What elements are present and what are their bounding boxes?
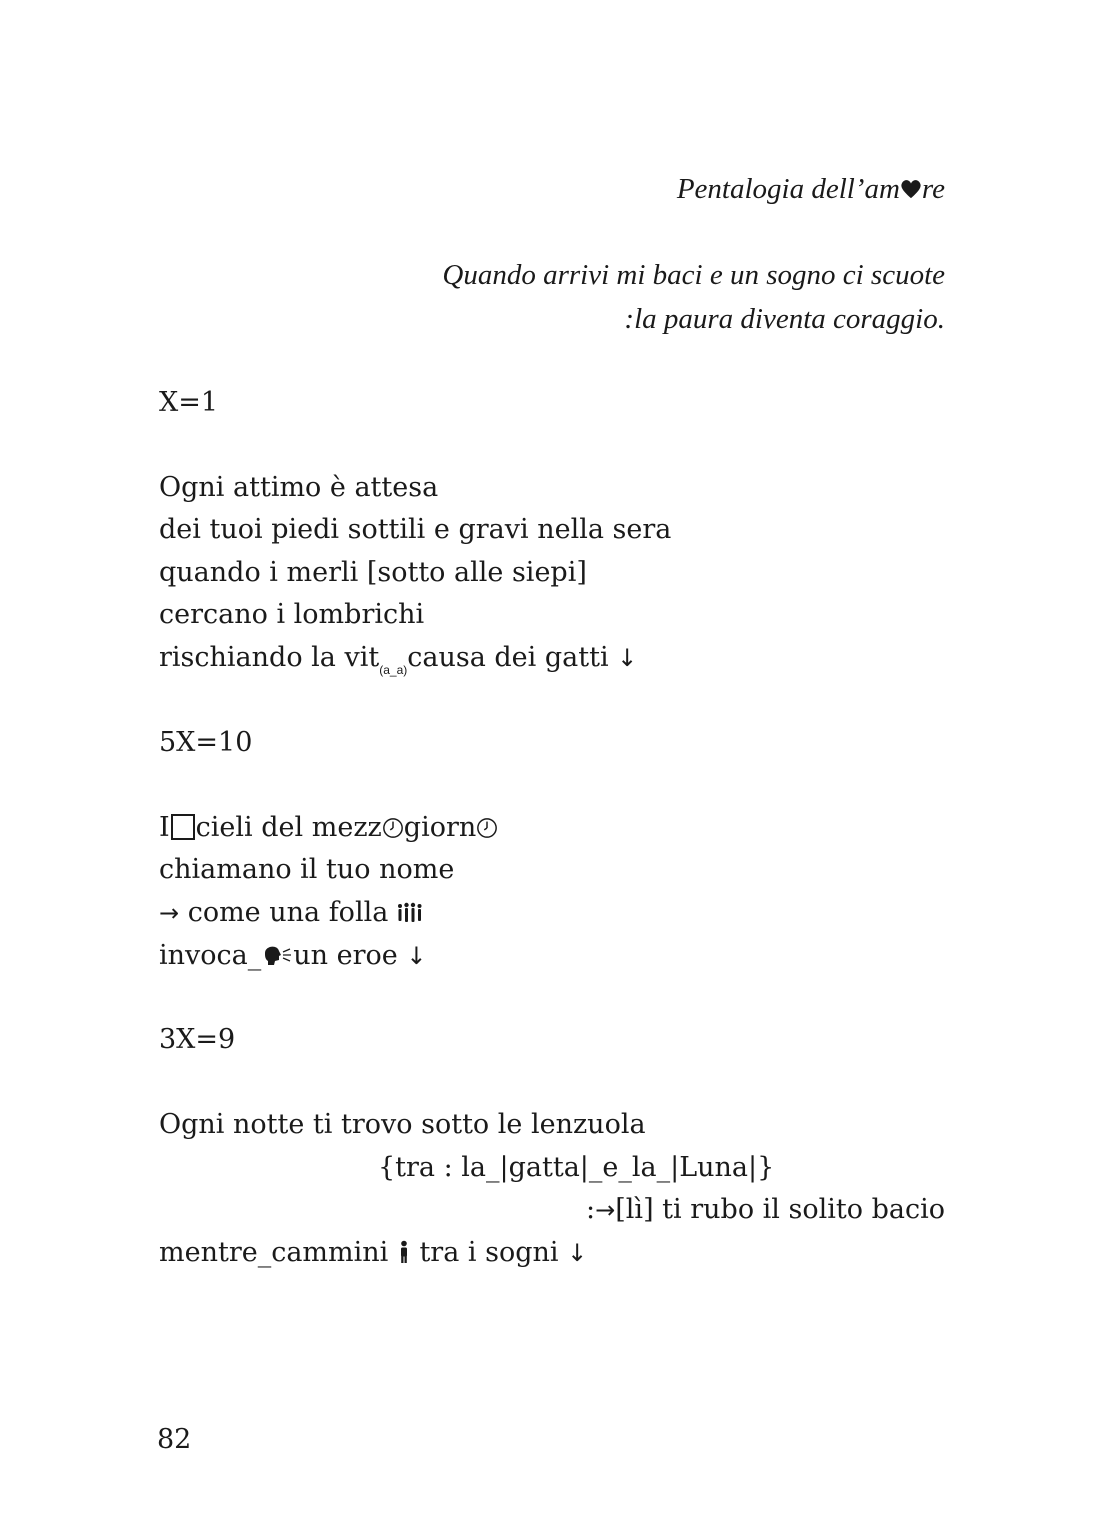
person-icon [397,1240,411,1264]
section-label-3: 3X=9 [159,1024,236,1055]
verse-text: giorn [403,812,477,843]
verse-text: : [586,1194,596,1225]
title-text-end: re [921,173,945,205]
verse-text: invoca_ [159,940,262,971]
right-arrow-icon: → [159,899,180,927]
page-number: 82 [157,1424,192,1455]
verse-line: dei tuoi piedi sottili e gravi nella sera [159,514,672,545]
verse-line [159,896,423,930]
poem-title [677,172,945,206]
section-label-2: 5X=10 [159,727,253,758]
verse-text: cieli del mezz [195,812,382,843]
clock-icon [382,817,404,839]
verse-text: causa dei gatti [407,642,618,673]
verse-line: quando i merli [sotto alle siepi] [159,557,587,588]
right-arrow-icon: → [595,1196,616,1224]
verse-line: Ogni notte ti trovo sotto le lenzuola [159,1109,646,1140]
verse-text: rischiando la vit [159,642,380,673]
square-icon [171,814,195,840]
verse-line: Ogni attimo è attesa [159,472,439,503]
verse-line [159,641,637,687]
verse-line: cercano i lombrichi [159,599,425,630]
verse-text: mentre_cammini [159,1237,397,1268]
crowd-icon [397,902,423,924]
verse-line-right [586,1193,945,1227]
verse-line-indented: {tra : la_|gatta|_e_la_|Luna|} [378,1152,775,1183]
epigraph-line-2: :la paura diventa coraggio. [624,303,945,335]
heart-icon [900,178,922,200]
verse-text: [lì] ti rubo il solito bacio [615,1194,945,1225]
down-arrow-icon: ↓ [406,942,427,970]
verse-line [159,811,498,845]
verse-text: tra i sogni [410,1237,568,1268]
verse-line [159,939,426,973]
down-arrow-icon: ↓ [567,1239,588,1267]
title-text-start: Pentalogia dell’am [676,173,900,205]
down-arrow-icon: ↓ [617,644,638,672]
epigraph-line-1: Quando arrivi mi baci e un sogno ci scuote [442,259,945,291]
verse-text: I [159,812,170,843]
verse-line [159,1236,587,1270]
speaking-head-icon [261,943,293,967]
verse-text: un eroe [293,940,407,971]
verse-text: come una folla [179,897,397,928]
clock-icon [476,817,498,839]
emoticon-subscript: (a_a) [379,663,408,677]
verse-line: chiamano il tuo nome [159,854,455,885]
section-label-1: X=1 [159,387,219,418]
